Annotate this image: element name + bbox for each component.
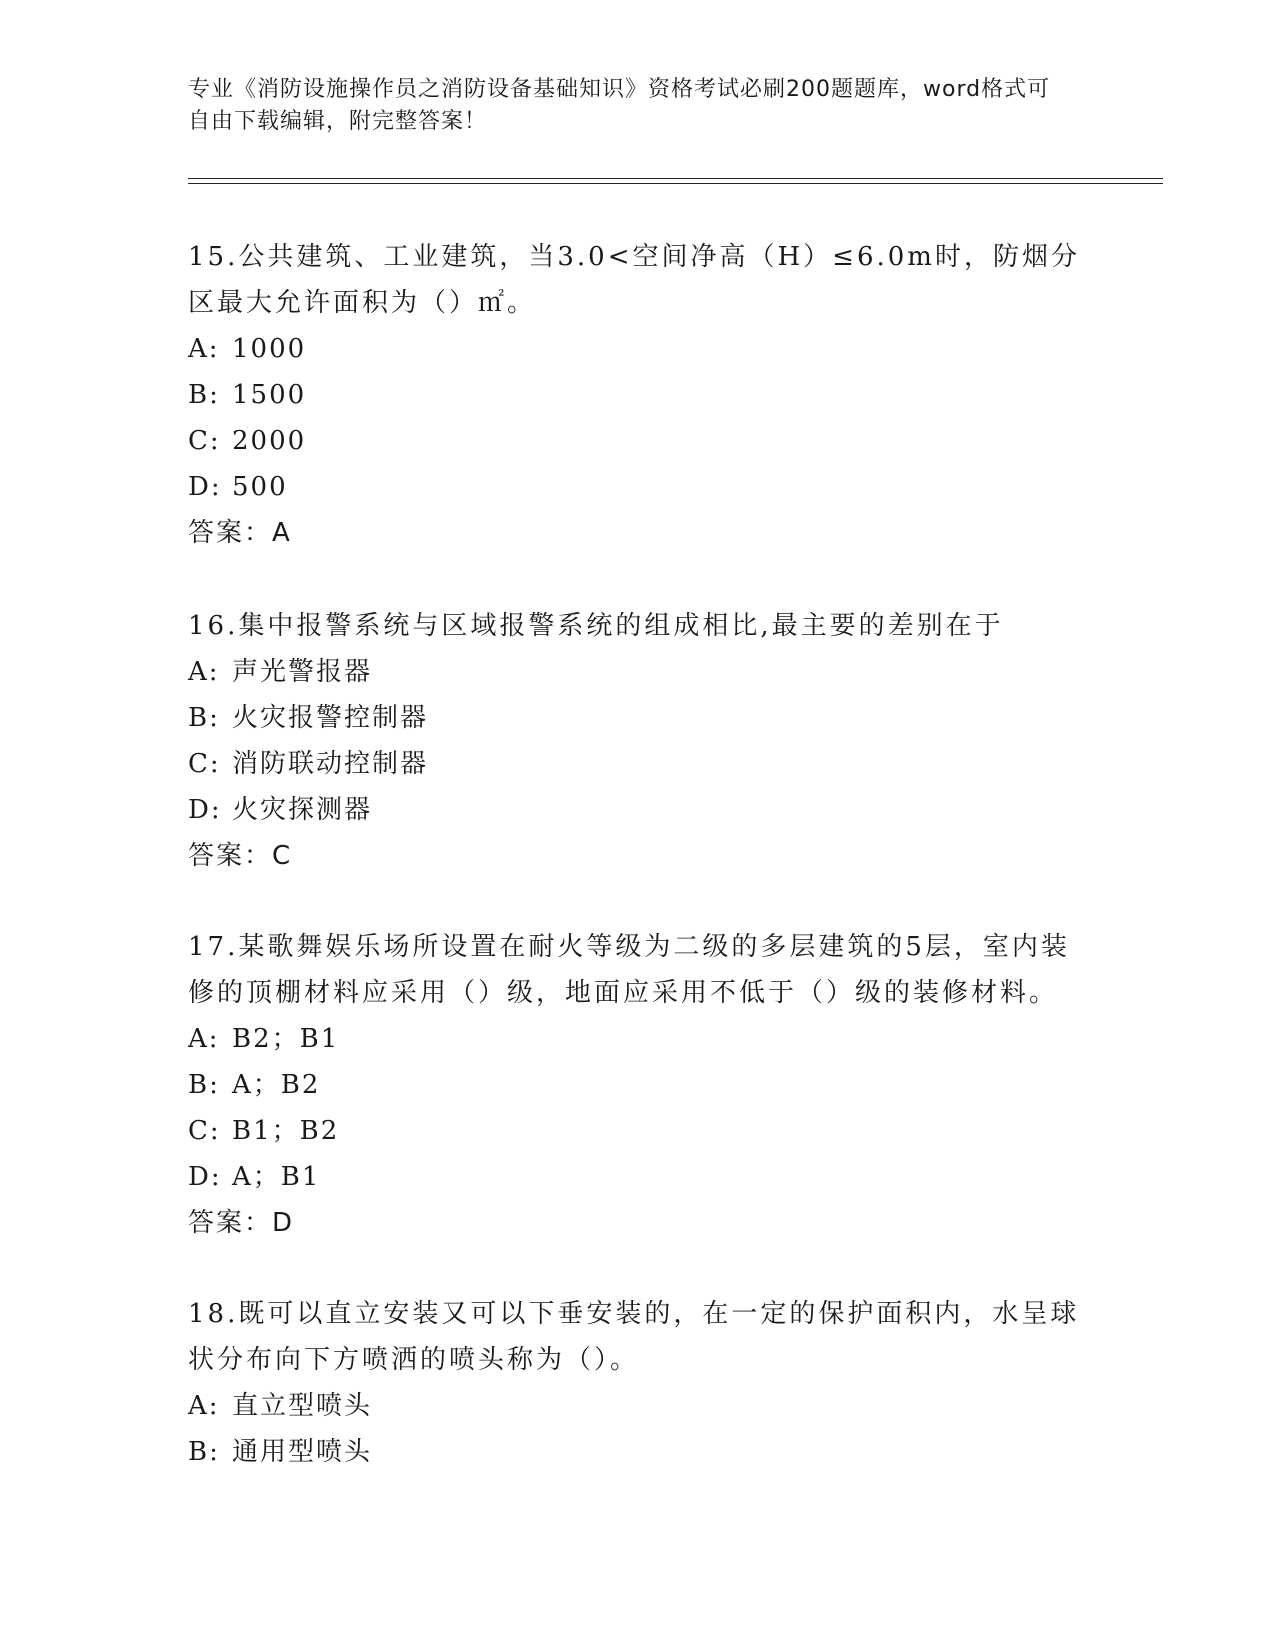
option-b — [188, 1429, 1088, 1475]
header-divider-double — [188, 183, 1163, 184]
question-text: 15.公共建筑、工业建筑，当3.0<空间净高（H）≤6.0m时，防烟分区最大允许面积为（）㎡。 — [188, 242, 1080, 318]
option-letter: C: — [188, 749, 221, 779]
question-15 — [188, 234, 1088, 556]
option-letter: D: — [188, 1162, 222, 1192]
option-text: 直立型喷头 — [232, 1391, 373, 1421]
option-c — [188, 741, 1088, 787]
option-a — [188, 1383, 1088, 1429]
option-text: 500 — [232, 472, 288, 502]
question-text: 16.集中报警系统与区域报警系统的组成相比,最主要的差别在于 — [188, 611, 1004, 641]
option-text: 1000 — [232, 334, 307, 364]
option-text: 火灾报警控制器 — [232, 703, 429, 733]
option-c — [188, 1108, 1088, 1154]
option-letter: B: — [188, 1070, 220, 1100]
option-b — [188, 695, 1088, 741]
question-18 — [188, 1291, 1088, 1475]
option-text: B1；B2 — [232, 1116, 340, 1146]
option-d — [188, 787, 1088, 833]
answer-line: 答案：C — [188, 841, 293, 871]
answer-line: 答案：D — [188, 1208, 295, 1238]
option-letter: B: — [188, 1437, 220, 1467]
option-letter: A: — [188, 1024, 220, 1054]
question-text: 17.某歌舞娱乐场所设置在耐火等级为二级的多层建筑的5层，室内装修的顶棚材料应采用（）级，地面应采用不低于（）级的装修材料。 — [188, 932, 1070, 1008]
option-letter: B: — [188, 380, 220, 410]
option-letter: B: — [188, 703, 220, 733]
option-text: 消防联动控制器 — [232, 749, 429, 779]
question-text: 18.既可以直立安装又可以下垂安装的，在一定的保护面积内，水呈球状分布向下方喷洒的喷头称为（）。 — [188, 1299, 1080, 1375]
option-c — [188, 418, 1088, 464]
option-a — [188, 326, 1088, 372]
option-text: 声光警报器 — [232, 657, 373, 687]
option-text: A；B1 — [232, 1162, 321, 1192]
option-a — [188, 1016, 1088, 1062]
option-text: B2；B1 — [232, 1024, 340, 1054]
option-a — [188, 649, 1088, 695]
question-16 — [188, 603, 1088, 879]
option-b — [188, 1062, 1088, 1108]
option-letter: C: — [188, 426, 221, 456]
option-letter: A: — [188, 334, 220, 364]
option-text: 通用型喷头 — [232, 1437, 373, 1467]
option-letter: A: — [188, 1391, 220, 1421]
option-letter: D: — [188, 472, 222, 502]
option-text: A；B2 — [232, 1070, 321, 1100]
question-17 — [188, 924, 1088, 1246]
document-header: 专业《消防设施操作员之消防设备基础知识》资格考试必刷200题题库，word格式可自由下载编辑，附完整答案！ — [188, 77, 1051, 134]
option-b — [188, 372, 1088, 418]
header-divider — [188, 178, 1163, 179]
option-letter: D: — [188, 795, 222, 825]
option-text: 火灾探测器 — [232, 795, 373, 825]
option-letter: A: — [188, 657, 220, 687]
option-d — [188, 1154, 1088, 1200]
answer-line: 答案：A — [188, 518, 292, 548]
option-d — [188, 464, 1088, 510]
option-text: 2000 — [232, 426, 307, 456]
option-text: 1500 — [232, 380, 307, 410]
option-letter: C: — [188, 1116, 221, 1146]
